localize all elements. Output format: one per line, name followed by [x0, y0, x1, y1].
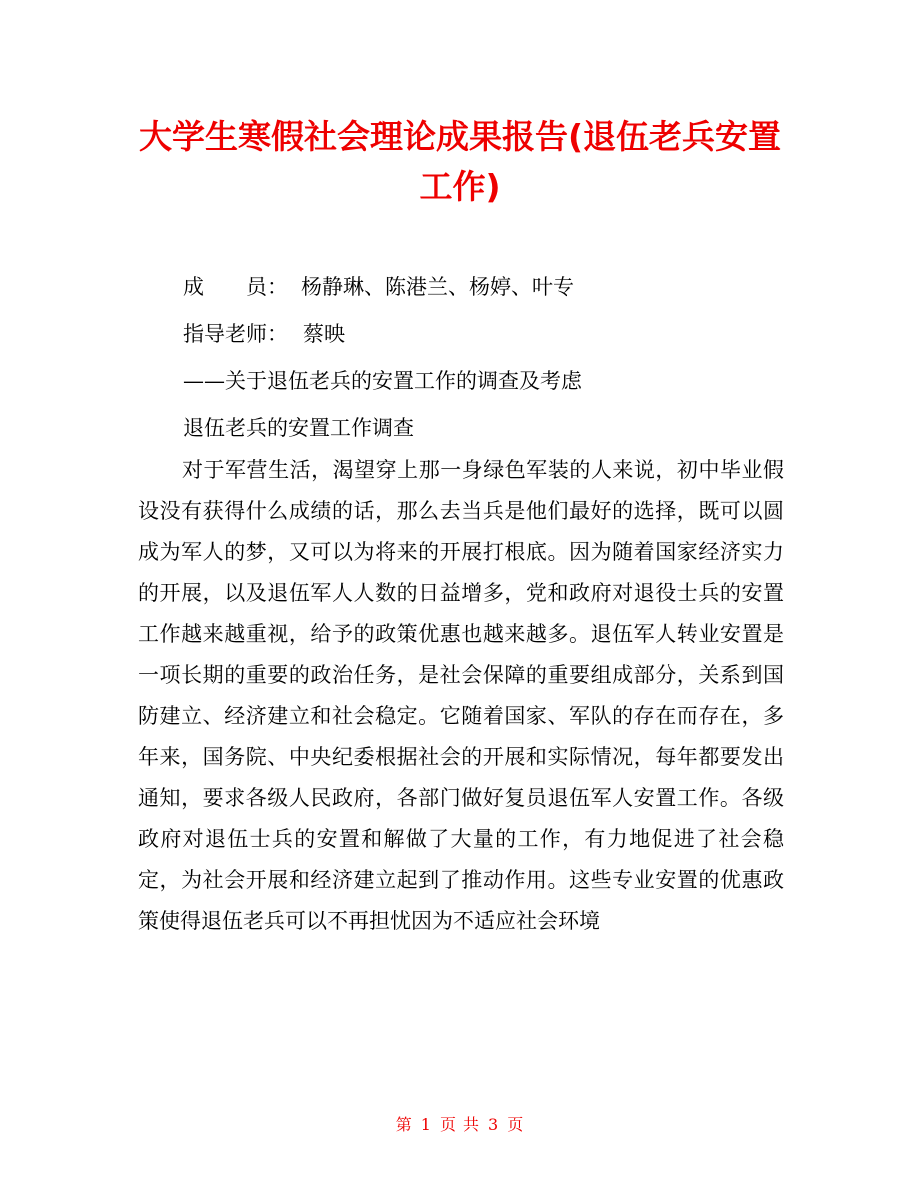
body-paragraph: 对于军营生活，渴望穿上那一身绿色军装的人来说，初中毕业假设没有获得什么成绩的话，那么去当兵是他们最好的选择，既可以圆成为军人的梦，又可以为将来的开展打根底。因为随着国家经济实力的开展，以及退伍军人人数的日益增多，党和政府对退役士兵的安置工作越来越重视，给予的政策优惠也越来越多。退伍军人转业安置是一项长期的重要的政治任务，是社会保障的重要组成部分，关系到国防建立、经济建立和社会稳定。它随着国家、军队的存在而存在，多年来，国务院、中央纪委根据社会的开展和实际情况，每年都要发出通知，要求各级人民政府，各部门做好复员退伍军人安置工作。各级政府对退伍士兵的安置和解做了大量的工作，有力地促进了社会稳定，为社会开展和经济建立起到了推动作用。这些专业安置的优惠政策使得退伍老兵可以不再担忧因为不适应社会环境 [138, 458, 784, 933]
advisor-line [183, 320, 783, 348]
subtitle: ——关于退伍老兵的安置工作的调查及考虑 [183, 369, 582, 393]
members-label: 成 员： [183, 275, 288, 299]
advisor-label: 指导老师： [183, 322, 288, 346]
section-heading: 退伍老兵的安置工作调查 [183, 416, 414, 440]
footer-suffix: 页 [507, 1115, 525, 1134]
advisor-value: 蔡映 [303, 322, 345, 346]
page-footer [0, 1112, 920, 1135]
footer-middle: 页 共 [439, 1115, 481, 1134]
footer-prefix: 第 [395, 1115, 413, 1134]
document-title: 大学生寒假社会理论成果报告(退伍老兵安置工作) [138, 117, 782, 206]
footer-total-pages: 3 [488, 1115, 500, 1134]
footer-current-page: 1 [420, 1115, 432, 1134]
members-value: 杨静琳、陈港兰、杨婷、叶专 [301, 275, 574, 299]
members-line [183, 273, 783, 301]
